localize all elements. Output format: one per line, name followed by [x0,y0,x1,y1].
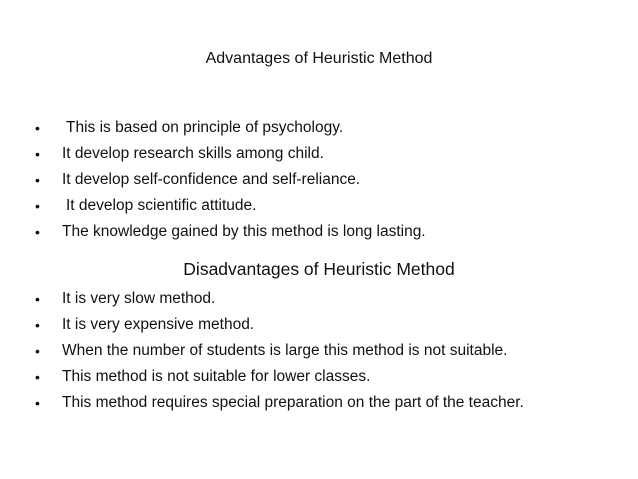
list-item-text: This is based on principle of psychology. [66,119,344,136]
list-item-text: When the number of students is large this method is not suitable. [62,342,508,359]
list-item-text: It develop research skills among child. [62,145,324,162]
bullet-icon: • [35,343,40,359]
bullet-icon: • [35,172,40,188]
list-item-text: This method requires special preparation on the part of the teacher. [62,394,524,411]
list-item-text: It is very expensive method. [62,316,255,333]
advantages-heading: Advantages of Heuristic Method [205,50,433,67]
list-item-text: It is very slow method. [62,290,216,307]
bullet-icon: • [35,291,40,307]
bullet-icon: • [35,317,40,333]
list-item-text: This method is not suitable for lower classes. [62,368,371,385]
list-item-text: It develop self-confidence and self-reliance. [62,171,361,188]
bullet-icon: • [35,395,40,411]
bullet-icon: • [35,369,40,385]
list-item-text: The knowledge gained by this method is long lasting. [62,223,426,240]
disadvantages-heading: Disadvantages of Heuristic Method [183,259,455,279]
bullet-icon: • [35,224,40,240]
bullet-icon: • [35,120,40,136]
bullet-icon: • [35,198,40,214]
bullet-icon: • [35,146,40,162]
list-item-text: It develop scientific attitude. [66,197,257,214]
